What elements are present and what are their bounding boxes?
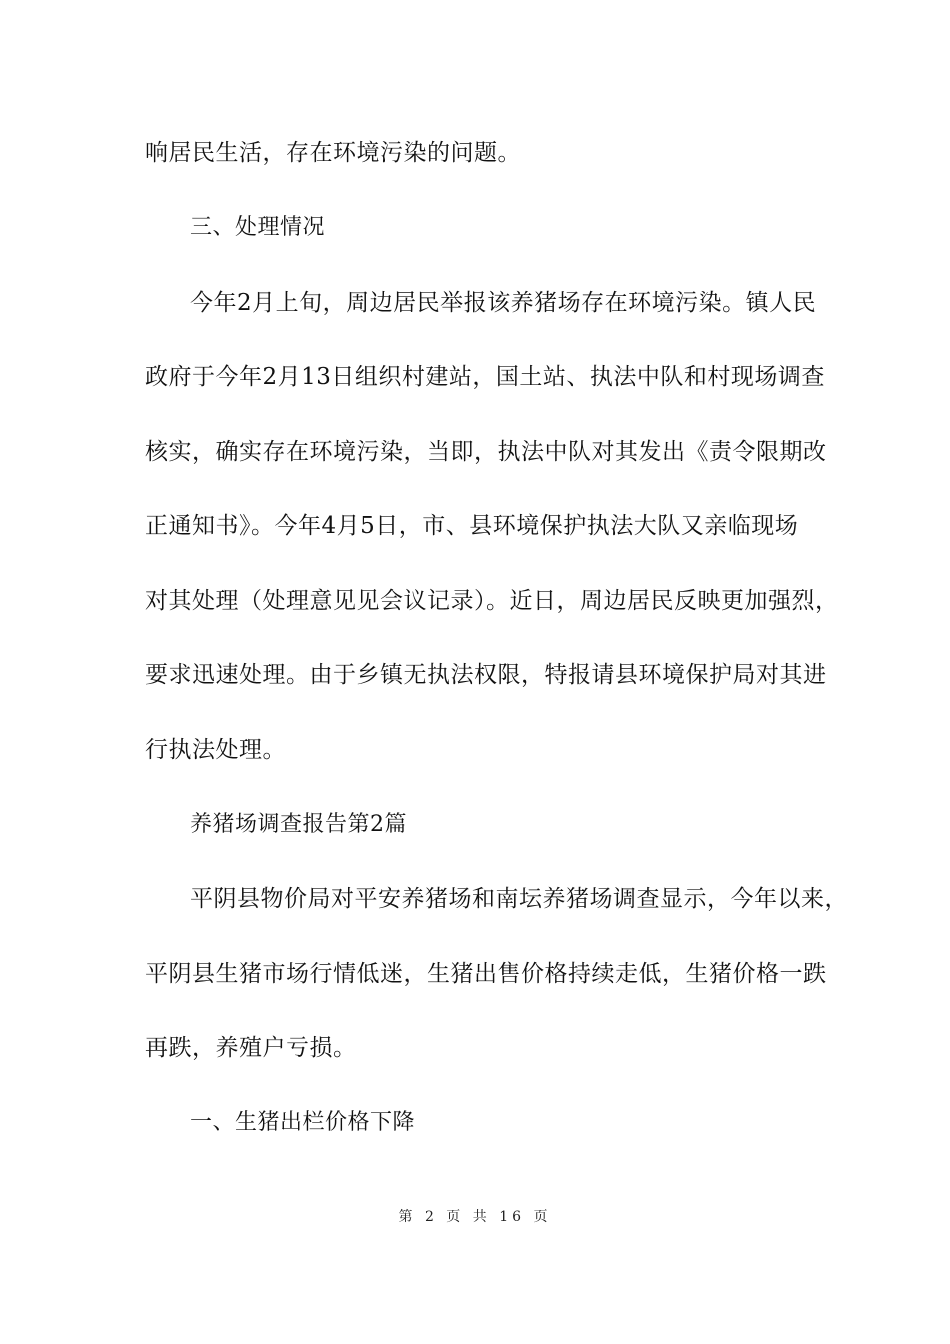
section-heading: 三、处理情况 [190,215,326,240]
page-number-footer: 第 2 页 共 16 页 [398,1209,552,1225]
body-text-line: 正通知书》。今年4月5日，市、县环境保护执法大队又亲临现场 [145,513,799,539]
body-text-line: 平阴县生猪市场行情低迷，生猪出售价格持续走低，生猪价格一跌 [145,961,827,987]
body-text-line: 要求迅速处理。由于乡镇无执法权限，特报请县环境保护局对其进 [145,662,827,688]
body-text-line: 再跌，养殖户亏损。 [145,1035,357,1061]
body-text-line: 对其处理（处理意见见会议记录）。近日，周边居民反映更加强烈， [145,588,839,614]
article-title: 养猪场调查报告第2篇 [190,812,407,837]
body-text-line: 行执法处理。 [145,737,286,763]
body-text-line: 核实，确实存在环境污染，当即，执法中队对其发出《责令限期改 [145,439,827,465]
body-text-line: 政府于今年2月13日组织村建站，国土站、执法中队和村现场调查 [145,364,825,390]
body-text-line: 今年2月上旬，周边居民举报该养猪场存在环境污染。镇人民 [190,290,817,316]
body-text-line: 响居民生活，存在环境污染的问题。 [145,140,521,166]
body-text-line: 平阴县物价局对平安养猪场和南坛养猪场调查显示，今年以来， [190,886,848,912]
section-heading: 一、生猪出栏价格下降 [190,1110,416,1135]
